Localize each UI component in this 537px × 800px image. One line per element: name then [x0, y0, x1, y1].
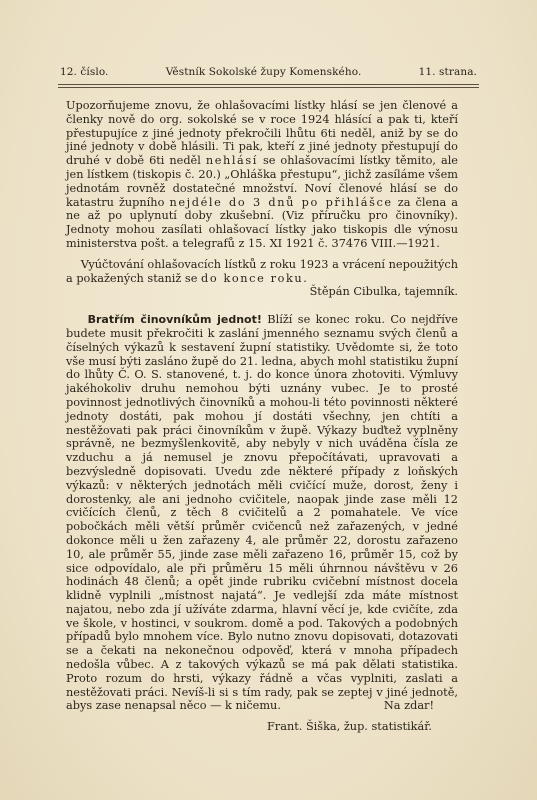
- header-rule-bottom: [58, 87, 479, 88]
- paragraph-accounting: Vyúčtování ohlašovacích lístků z roku 1923 a vrácení nepoužitých a pokažených staniž se do konce roku.: [66, 257, 458, 285]
- journal-title: Věstník Sokolské župy Komenského.: [165, 66, 362, 78]
- closing-phrase: Na zdar!: [383, 699, 434, 713]
- article-body: [66, 99, 458, 734]
- signature-siska: Frant. Šiška, žup. statistikář.: [266, 720, 432, 734]
- paragraph-statistics: Bratřím činovníkům jednot! Blíží se konec roku. Co nejdříve budete musit překročiti k zaslání jmenného seznamu svých členů a číselných výkazů k sestavení župní statistiky. Uvědomte si, že toto vše musí býti zasláno župě do 21. ledna, abych mohl statistiku župní do lhůty Č. O. S. stanovené, t. j. do konce února zhotoviti. Výmluvy jakéhokoliv druhu nemohou býti uznány vubec. Je to prosté povinnost jednotlivých činovníků a mohou-li této povinnosti některé jednoty dostáti, pak mohou jí dostáti všechny, jen chtíti a nestěžovati pak práci činovníkům v župě. Výkazy buďtež vyplněny správně, ne bezmyšlenkovitě, aby nebyly v nich uváděna čísla ze vzduchu a já nemusel je znovu přepočítávati, upravovati a bezvýsledně dopisovati. Uvedu zde některé případy z loňských výkazů: v některých jednotách měli cvičící muže, dorost, ženy i dorostenky, ale ani jednoho cvičitele, naopak jinde zase měli 12 cvičících členů, z těch 8 cvičitelů a 2 pomahatele. Ve více pobočkách měli větší průměr cvičenců než zařazených, v jedné dokonce měli u žen zařazeny 4, ale průměr 22, dorostu zařazeno 10, ale průměr 55, jinde zase měli zařazeno 16, průměr 15, což by sice odpovídalo, ale při průměru 15 měli úhrnnou návštěvu v 26 hodinách 48 členů; a opět jinde rubriku cvičební místnost docela klidně vyplnili „místnost najatá“. Je vedlejší zda máte místnost najatou, nebo zda jí užíváte zdarma, hlavní věcí je, kde cvičíte, zda ve škole, v hostinci, v soukrom. domě a pod. Takových a podobných případů bylo mnohem více. Bylo nutno znovu dopisovati, dotazovati se a čekati na nekonečnou odpověď, která v mnoha případech nedošla vůbec. A z takových výkazů se má pak dělati statistika. Proto rozum do hrsti, výkazy řádně a včas vyplniti, zaslati a nestěžovati práci. Nevíš-li si s tím rady, pak se zeptej v jiné jednotě, abys zase nenapsal něco — k ničemu. Na zdar!: [66, 313, 458, 713]
- page-number: 11. strana.: [418, 66, 477, 78]
- issue-number: 12. číslo.: [60, 66, 109, 78]
- paragraph-registration: Upozorňujeme znovu, že ohlašovacími lístky hlásí se jen členové a členky nově do org. sokolské se v roce 1924 hlásící a pak ti, kteří přestupujíce z jiné jednoty překročili lhůtu 6ti neděl, aniž by se do jiné jednoty v době hlásili. Ti pak, kteří z jiné jednoty přestupují do druhé v době 6ti neděl nehlásí se ohlašovacími lístky těmito, ale jen lístkem (tiskopis č. 20.) „Ohláška přestupu“, jichž zasíláme všem jednotám rovněž dostatečné množství. Noví členové hlásí se do katastru župního nejdéle do 3 dnů po přihlášce za člena a ne až po uplynutí doby zkušební. (Viz příručku pro činovníky). Jednoty mohou zasílati ohlašovací lístky jako tiskopis dle výnosu ministerstva pošt. a telegrafů z 15. XI 1921 č. 37476 VIII.—1921.: [66, 99, 458, 250]
- header-rule-top: [58, 84, 479, 85]
- page-header: [60, 66, 477, 78]
- section-heading: Bratřím činovníkům jednot!: [87, 313, 262, 327]
- signature-cibulka: Štěpán Cibulka, tajemník.: [309, 285, 458, 299]
